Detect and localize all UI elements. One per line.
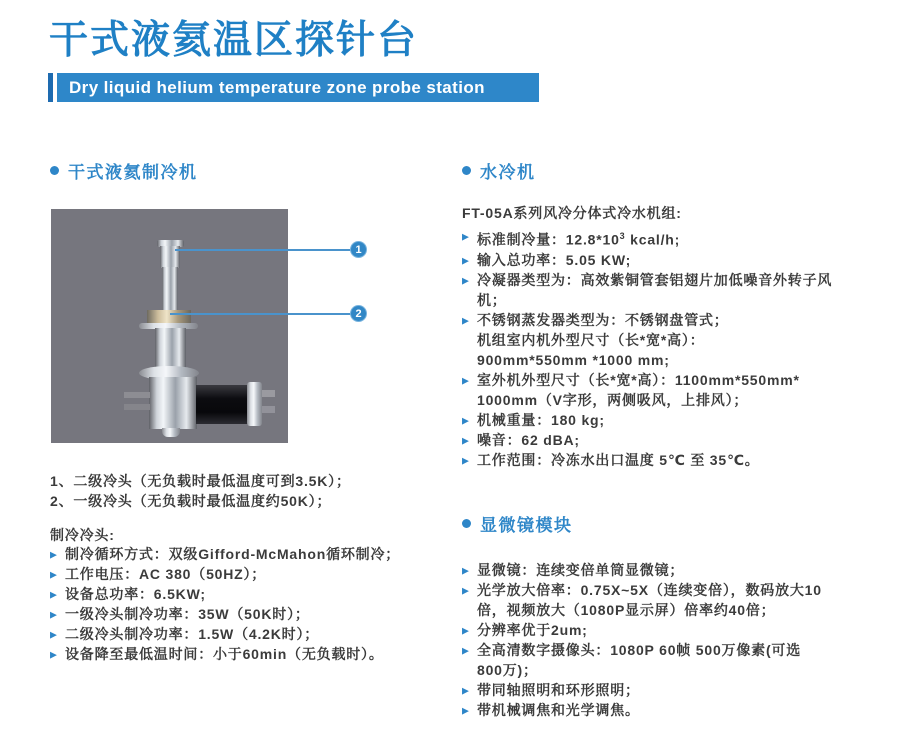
upper-shaft — [162, 267, 178, 311]
triangle-bullet-icon: ▶ — [50, 589, 58, 600]
connector-lower — [262, 406, 275, 413]
bullet-dot-icon — [462, 519, 471, 528]
spec-item: ▶ 工作范围：冷冻水出口温度 5℃ 至 35℃。 — [462, 450, 832, 470]
triangle-bullet-icon: ▶ — [462, 435, 470, 446]
triangle-bullet-icon: ▶ — [462, 585, 470, 596]
cryocooler-product-image — [51, 209, 288, 443]
spec-item-continuation: 机组室内机外型尺寸（长*宽*高）： — [477, 331, 705, 348]
right-column — [462, 0, 892, 740]
spec-item: ▶ 噪音：62 dBA; — [462, 430, 832, 450]
spec-item: ▶ 不锈钢蒸发器类型为：不锈钢盘管式； — [462, 310, 832, 330]
triangle-bullet-icon: ▶ — [462, 275, 470, 286]
cryocooler-spec-list — [50, 544, 400, 664]
triangle-bullet-icon: ▶ — [50, 569, 58, 580]
triangle-bullet-icon: ▶ — [462, 231, 470, 242]
section-heading-label: 干式液氦制冷机 — [68, 163, 198, 182]
side-pipe-upper — [124, 392, 150, 398]
triangle-bullet-icon: ▶ — [462, 415, 470, 426]
triangle-bullet-icon: ▶ — [462, 315, 470, 326]
spec-item: ▶ 冷凝器类型为：高效紫铜管套铝翅片加低噪音外转子风 — [462, 270, 832, 290]
spec-item: ▶ 一级冷头制冷功率：35W（50K时）； — [50, 604, 400, 624]
spec-item: ▶ 工作电压：AC 380（50HZ）； — [50, 564, 400, 584]
spec-item: ▶ 显微镜：连续变倍单筒显微镜； — [462, 560, 822, 580]
section-heading-microscope — [462, 511, 573, 536]
triangle-bullet-icon: ▶ — [462, 685, 470, 696]
spec-item: ▶ 带机械调焦和光学调焦。 — [462, 700, 822, 720]
spec-item: ▶ 设备总功率：6.5KW; — [50, 584, 400, 604]
capacity-exponent: 3 — [619, 231, 626, 241]
left-column — [50, 0, 456, 740]
cryocooler-figure — [50, 209, 456, 443]
capacity-suffix: kcal/h; — [625, 231, 681, 248]
spec-item: ▶ 输入总功率：5.05 KW; — [462, 250, 832, 270]
spec-item: ▶ 光学放大倍率：0.75X~5X（连续变倍），数码放大10 — [462, 580, 822, 600]
page-title: 干式液氦温区探针台 — [49, 19, 419, 62]
bullet-dot-icon — [50, 166, 59, 175]
spec-item-continuation: 800万)； — [477, 662, 538, 678]
page-subtitle: Dry liquid helium temperature zone probe station — [57, 73, 539, 102]
spec-item: ▶ 二级冷头制冷功率：1.5W（4.2K时）； — [50, 624, 400, 644]
spec-item: ▶ 制冷循环方式：双级Gifford-McMahon循环制冷； — [50, 544, 400, 564]
section-heading-cryocooler — [50, 158, 198, 183]
spec-item: ▶ 设备降至最低温时间：小于60min（无负载时）。 — [50, 644, 400, 664]
section-heading-water-cooler — [462, 158, 536, 183]
triangle-bullet-icon: ▶ — [462, 255, 470, 266]
triangle-bullet-icon: ▶ — [50, 549, 58, 560]
triangle-bullet-icon: ▶ — [50, 609, 58, 620]
triangle-bullet-icon: ▶ — [50, 649, 58, 660]
microscope-spec-list — [462, 560, 822, 720]
triangle-bullet-icon: ▶ — [462, 375, 470, 386]
callout-line-1 — [175, 249, 351, 251]
callout-marker-1: 1 — [350, 241, 367, 258]
bottom-nub — [162, 428, 180, 437]
main-body — [149, 377, 197, 429]
triangle-bullet-icon: ▶ — [462, 455, 470, 466]
spec-item-continuation: 900mm*550mm *1000 mm; — [477, 351, 670, 368]
triangle-bullet-icon: ▶ — [462, 625, 470, 636]
spec-item: ▶ 机械重量：180 kg; — [462, 410, 832, 430]
callout-marker-2: 2 — [350, 305, 367, 322]
capacity-prefix: 标准制冷量：12.8*10 — [477, 231, 620, 248]
motor-end-ring — [247, 382, 262, 426]
spec-item: ▶ 带同轴照明和环形照明； — [462, 680, 822, 700]
callout-line-2 — [170, 313, 351, 315]
note-second-stage: 1、二级冷头（无负载时最低温度可到3.5K）； — [50, 473, 351, 489]
spec-item-continuation: 倍，视频放大（1080P显示屏）倍率约40倍； — [477, 602, 776, 618]
motor-housing — [196, 385, 250, 424]
triangle-bullet-icon: ▶ — [462, 565, 470, 576]
callout-notes — [50, 471, 351, 511]
spec-item-continuation: 机； — [477, 291, 507, 308]
section-heading-label: 显微镜模块 — [480, 516, 573, 535]
bullet-dot-icon — [462, 166, 471, 175]
triangle-bullet-icon: ▶ — [462, 645, 470, 656]
cryo-list-title: 制冷冷头: — [50, 527, 115, 543]
spec-item: ▶ 分辨率优于2um; — [462, 620, 822, 640]
water-cooler-intro: FT-05A系列风冷分体式冷水机组: — [462, 205, 682, 221]
water-cooler-spec-list — [462, 226, 832, 470]
spec-item: ▶ 全高清数字摄像头：1080P 60帧 500万像素(可选 — [462, 640, 822, 660]
triangle-bullet-icon: ▶ — [50, 629, 58, 640]
triangle-bullet-icon: ▶ — [462, 705, 470, 716]
connector-upper — [262, 390, 275, 397]
mid-cylinder — [155, 328, 186, 369]
side-pipe-lower — [124, 404, 150, 410]
spec-item-continuation: 1000mm（V字形，两侧吸风，上排风）； — [477, 391, 749, 408]
spec-item: ▶ 室外机外型尺寸（长*宽*高）：1100mm*550mm* — [462, 370, 832, 390]
section-heading-label: 水冷机 — [480, 163, 536, 182]
note-first-stage: 2、一级冷头（无负载时最低温度约50K）； — [50, 493, 332, 509]
spec-item-cooling-capacity — [462, 226, 832, 250]
